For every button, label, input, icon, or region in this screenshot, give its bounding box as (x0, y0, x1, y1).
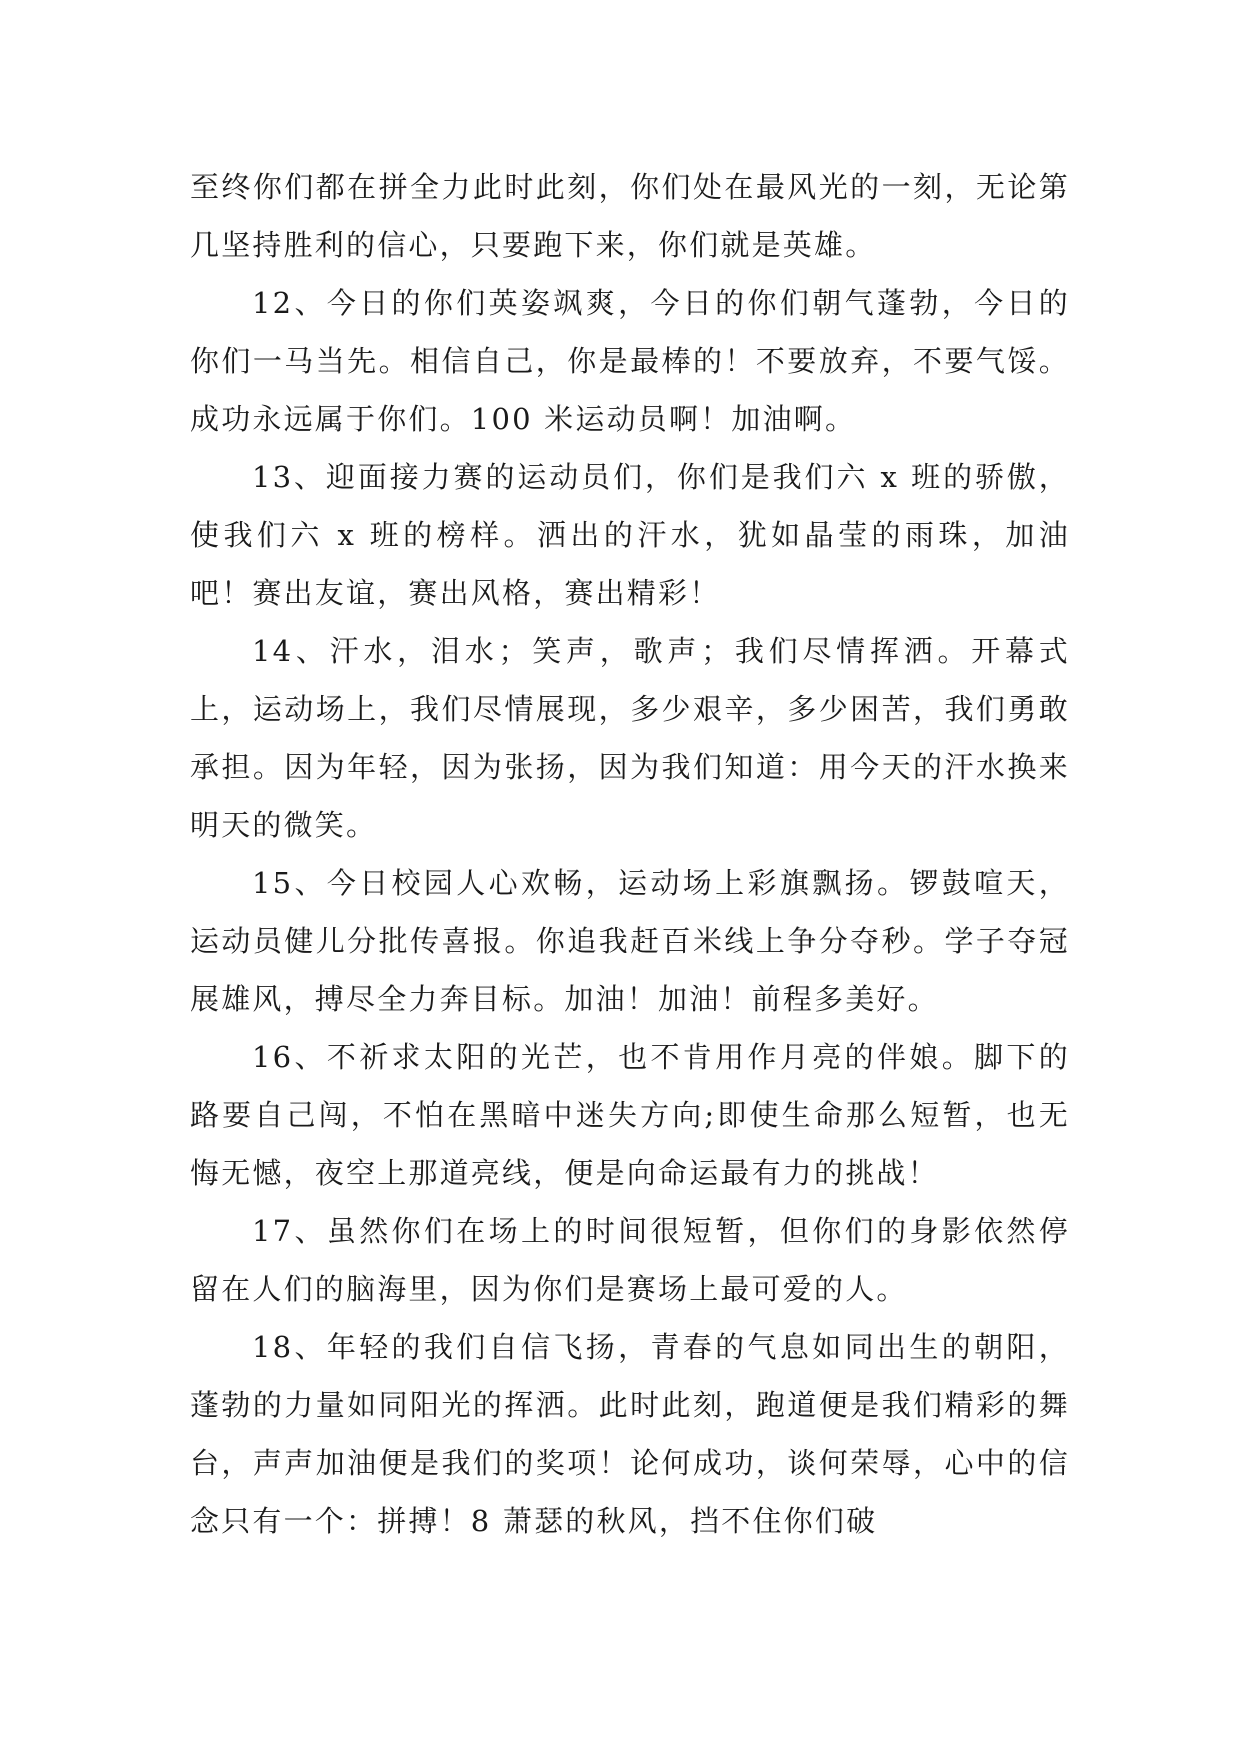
paragraph-continuation: 至终你们都在拼全力此时此刻，你们处在最风光的一刻，无论第几坚持胜利的信心，只要跑下来，你们就是英雄。 (190, 170, 1070, 262)
paragraph-item-17: 17、虽然你们在场上的时间很短暂，但你们的身影依然停留在人们的脑海里，因为你们是赛场上最可爱的人。 (190, 1214, 1070, 1306)
paragraph-item-14: 14、汗水，泪水；笑声，歌声；我们尽情挥洒。开幕式上，运动场上，我们尽情展现，多少艰辛，多少困苦，我们勇敢承担。因为年轻，因为张扬，因为我们知道：用今天的汗水换来明天的微笑。 (190, 634, 1070, 842)
document-body (190, 158, 1070, 1550)
paragraph-item-16: 16、不祈求太阳的光芒，也不肯用作月亮的伴娘。脚下的路要自己闯，不怕在黑暗中迷失方向;即使生命那么短暂，也无悔无憾，夜空上那道亮线，便是向命运最有力的挑战！ (190, 1040, 1070, 1190)
paragraph-item-12: 12、今日的你们英姿飒爽，今日的你们朝气蓬勃，今日的你们一马当先。相信自己，你是最棒的！不要放弃，不要气馁。成功永远属于你们。100 米运动员啊！加油啊。 (190, 286, 1070, 436)
paragraph-item-18: 18、年轻的我们自信飞扬，青春的气息如同出生的朝阳，蓬勃的力量如同阳光的挥洒。此时此刻，跑道便是我们精彩的舞台，声声加油便是我们的奖项！论何成功，谈何荣辱，心中的信念只有一个：拼搏！8 萧瑟的秋风，挡不住你们破 (190, 1330, 1070, 1538)
paragraph-item-13: 13、迎面接力赛的运动员们，你们是我们六 x 班的骄傲，使我们六 x 班的榜样。洒出的汗水，犹如晶莹的雨珠，加油吧！赛出友谊，赛出风格，赛出精彩！ (190, 460, 1070, 610)
paragraph-item-15: 15、今日校园人心欢畅，运动场上彩旗飘扬。锣鼓喧天，运动员健儿分批传喜报。你追我赶百米线上争分夺秒。学子夺冠展雄风，搏尽全力奔目标。加油！加油！前程多美好。 (190, 866, 1070, 1016)
